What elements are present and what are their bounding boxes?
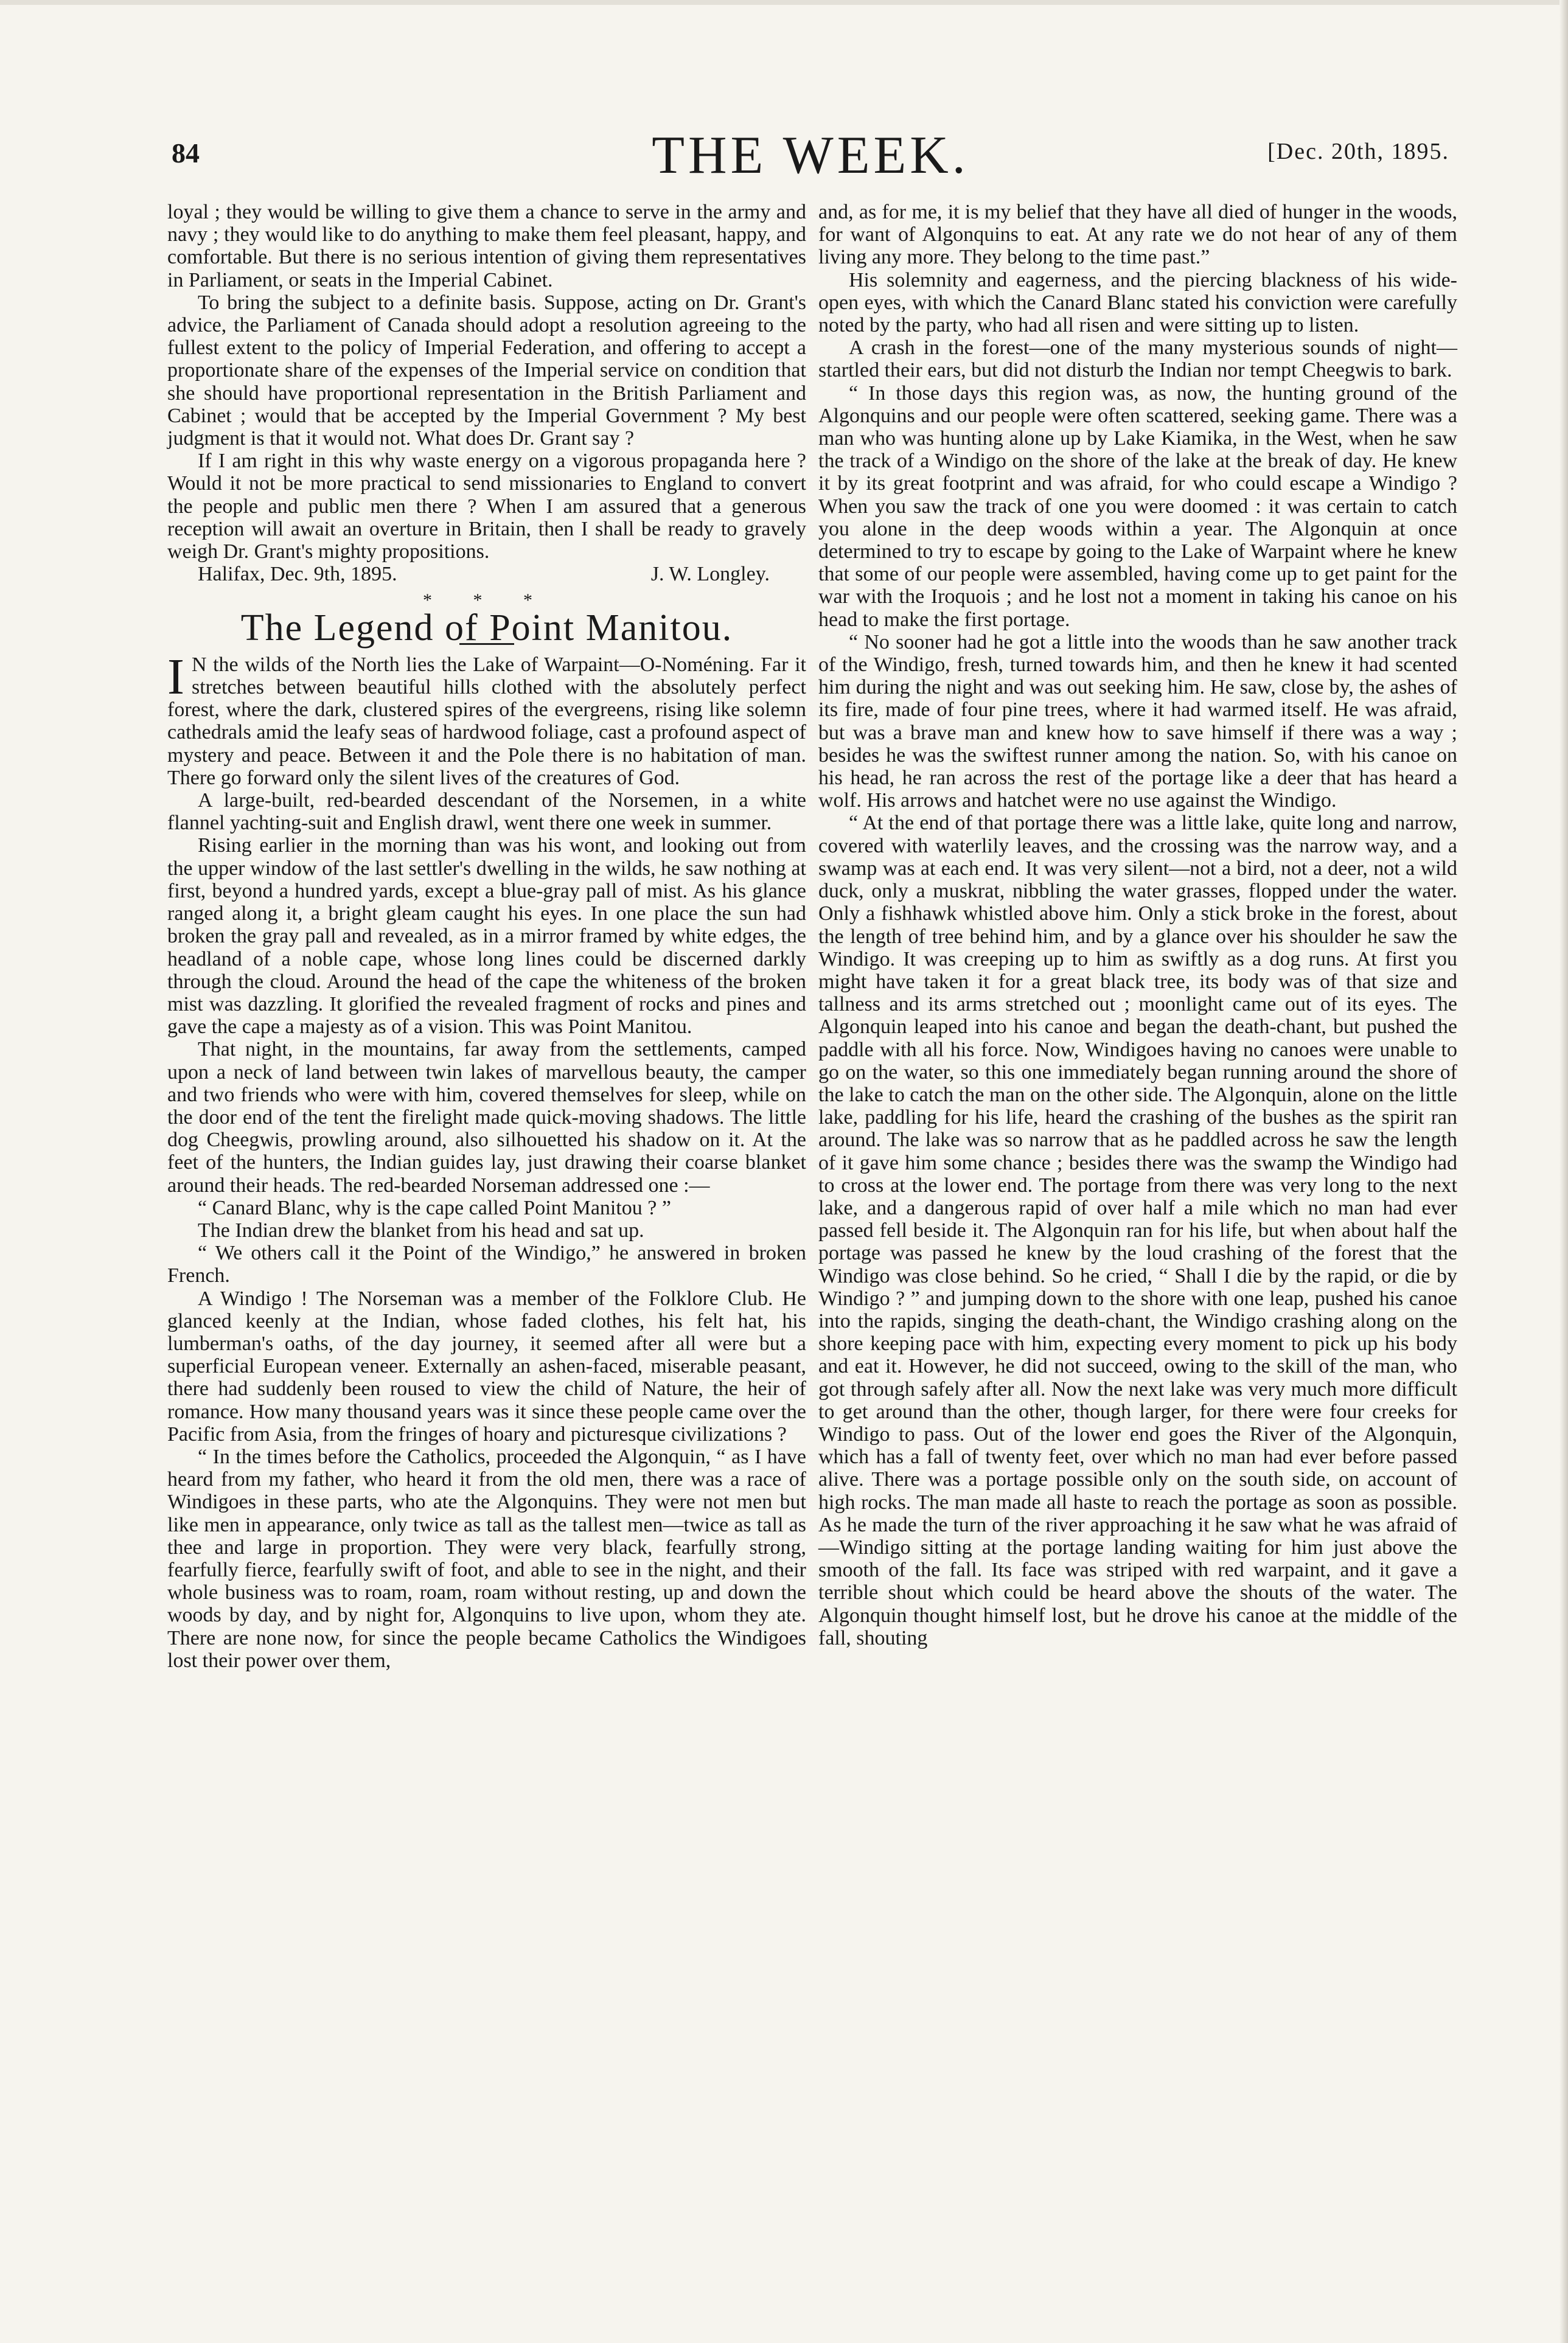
page-number: 84 [172,138,200,169]
signoff-author: J. W. Longley. [650,563,770,586]
legend-paragraph: “ No sooner had he got a little into the woods than he saw another track of the Windigo, fresh, turned towards him, and then he knew it had scented him during the night and was out seeking him. He saw, close by, the ashes of its fire, made of four pine trees, where it had warmed itself. He was afraid, but was a brave man and knew how to save himself if there was a way ; besides he was the swiftest runner among the nation. So, with his canoe on his head, he ran across the rest of the portage like a deer that has heard a wolf. His arrows and hatchet were no use against the Windigo. [818,630,1457,812]
issue-date: [Dec. 20th, 1895. [1267,139,1449,164]
legend-paragraph: “ In those days this region was, as now, the hunting ground of the Algonquins and our people were often scattered, seeking game. There was a man who was hunting alone up by Lake Kiamika, in the West, when he saw the track of a Windigo on the shore of the lake at the break of day. He knew it by its great footprint and was afraid, for who could escape a Windigo ? When you saw the track of one you were doomed : it was certain to catch you alone in the deep woods within a year. The Algonquin at once determined to try to escape by going to the Lake of Warpaint where he knew that some of our people were assembled, having come up to get paint for the war with the Iroquois ; and he lost not a moment in taking his canoe on his head to make the first portage. [818,381,1457,631]
legend-paragraph: His solemnity and eagerness, and the piercing blackness of his wide-open eyes, with which the Canard Blanc stated his conviction were carefully noted by the party, who had all risen and were sitting up to listen. [818,268,1457,337]
legend-paragraph: A Windigo ! The Norseman was a member of the Folklore Club. He glanced keenly at the Indian, whose faded clothes, his felt hat, his lumberman's oaths, of the day journey, it seemed after all were but a superficial European veneer. Externally an ashen-faced, miserable peasant, there had suddenly been roused to view the child of Nature, the heir of romance. How many thousand years was it since these people came over the Pacific from Asia, from the fringes of hoary and picturesque civilizations ? [167,1287,806,1446]
drop-cap: I [167,648,184,705]
newspaper-title: THE WEEK. [652,126,969,185]
section-title: The Legend of Point Manitou. [240,607,733,649]
signoff-place-date: Halifax, Dec. 9th, 1895. [198,563,397,586]
page-top-edge [0,0,1568,5]
first-paragraph-text: N the wilds of the North lies the Lake of Warpaint—O-Noméning. Far it stretches between beautiful hills clothed with the absolutely perfect forest, where the dark, clustered spires of the evergreens, rising like solemn cathedrals amid the leafy seas of hardwood foliage, cast a profound aspect of mystery and peace. Between it and the Pole there is no habitation of man. There go forward only the silent lives of the creatures of God. [167,653,806,789]
legend-paragraph: That night, in the mountains, far away from the settlements, camped upon a neck of land between twin lakes of marvellous beauty, the camper and two friends who were with him, covered themselves for sleep, while on the door end of the tent the firelight made quick-moving shadows. The little dog Cheegwis, prowling around, also silhouetted his shadow on it. At the feet of the hunters, the Indian guides lay, just drawing their coarse blanket around their heads. The red-bearded Norseman addressed one :— [167,1038,806,1197]
right-column [818,201,1457,1649]
legend-paragraph: “ In the times before the Catholics, proceeded the Algonquin, “ as I have heard from my father, who heard it from the old men, there was a race of Windigoes in these parts, who ate the Algonquins. They were not men but like men in appearance, only twice as tall as the tallest men—twice as tall as thee and large in proportion. They were very black, fearfully strong, fearfully fierce, fearfully swift of foot, and able to see in the night, and their whole business was to roam, roam, roam without resting, up and down the woods by day, and by night for, Algonquins to live upon, whom they ate. There are none now, for since the people became Catholics the Windigoes lost their power over them, [167,1445,806,1672]
page-header [172,125,1449,192]
legend-paragraph: A crash in the forest—one of the many mysterious sounds of night—startled their ears, but did not disturb the Indian nor tempt Cheegwis to bark. [818,336,1457,382]
legend-first-paragraph [167,648,806,789]
section-ornament: * * * [423,590,551,611]
legend-paragraph: “ At the end of that portage there was a little lake, quite long and narrow, covered with waterlily leaves, and the crossing was the narrow way, and a swamp was at each end. It was very silent—not a bird, not a deer, not a wild duck, only a muskrat, nibbling the water grasses, flopped under the water. Only a fishhawk whistled above him. Only a stick broke in the forest, about the length of tree behind him, and by a glance over his shoulder he saw the Windigo. It was creeping up to him as swiftly as a dog runs. At first you might have taken it for a great black tree, its body was of that size and tallness and its arms stretched out ; moonlight came out of its eyes. The Algonquin leaped into his canoe and began the death-chant, but pushed the paddle with all his force. Now, Windigoes having no canoes were unable to go on the water, so this one immediately began running around the shore of the lake to catch the man on the other side. The Algonquin, alone on the little lake, paddling for his life, heard the crashing of the bushes as the spirit ran around. The lake was so narrow that as he paddled across he saw the length of it gave him some chance ; besides there was the swamp the Windigo had to cross at the lower end. The portage from there was very long to the next lake, and a dangerous rapid of over half a mile which no man had ever passed fell beside it. The Algonquin ran for his life, but when about half the portage was passed he knew by the loud crashing of the forest that the Windigo was close behind. So he cried, “ Shall I die by the rapid, or die by Windigo ? ” and jumping down to the shore with one leap, pushed his canoe into the rapids, singing the death-chant, the Windigo crashing along on the shore keeping pace with him, expecting every moment to pick up his body and eat it. However, he did not succeed, owing to the skill of the man, who got through safely after all. Now the next lake was very much more difficult to get around than the other, though larger, for there were four creeks for Windigo to pass. Out of the lower end goes the River of the Algonquin, which has a fall of twenty feet, over which no man had ever before passed alive. There was a portage possible only on the south side, on account of high rocks. The man made all haste to reach the portage as soon as possible. As he made the turn of the river approaching it he saw what he was afraid of—Windigo sitting at the portage landing waiting for him just above the smooth of the fall. Its face was striped with red warpaint, and it gave a terrible shout which could be heard above the shouts of the water. The Algonquin thought himself lost, but he drove his canoe at the middle of the fall, shouting [818,812,1457,1649]
legend-paragraph: “ We others call it the Point of the Windigo,” he answered in broken French. [167,1242,806,1287]
left-column [167,201,806,1672]
article-paragraph: If I am right in this why waste energy on a vigorous propaganda here ? Would it not be more practical to send missionaries to England to convert the people and public men there ? When I am assured that a generous reception will await an overture in Britain, then I shall be ready to gravely weigh Dr. Grant's mighty propositions. [167,450,806,563]
legend-paragraph: and, as for me, it is my belief that they have all died of hunger in the woods, for want of Algonquins to eat. At any rate we do not hear of any of them living any more. They belong to the time past.” [818,201,1457,269]
article-paragraph: loyal ; they would be willing to give them a chance to serve in the army and navy ; they would like to do anything to make them feel pleasant, happy, and comfortable. But there is no serious intention of giving them representatives in Parliament, or seats in the Imperial Cabinet. [167,201,806,291]
legend-paragraph: A large-built, red-bearded descendant of the Norsemen, in a white flannel yachting-suit and English drawl, went there one week in summer. [167,789,806,835]
article-paragraph: To bring the subject to a definite basis. Suppose, acting on Dr. Grant's advice, the Parliament of Canada should adopt a resolution agreeing to the fullest extent to the policy of Imperial Federation, and offering to accept a proportionate share of the expenses of the Imperial service on condition that she should have proportional representation in the British Parliament and Cabinet ; would that be accepted by the Imperial Government ? My best judgment is that it would not. What does Dr. Grant say ? [167,291,806,450]
legend-paragraph: Rising earlier in the morning than was his wont, and looking out from the upper window of the last settler's dwelling in the wilds, he saw nothing at first, beyond a hundred yards, except a blue-gray pall of mist. As his glance ranged along it, a bright gleam caught his eyes. In one place the sun had broken the gray pall and revealed, as in a mirror framed by white edges, the headland of a noble cape, whose long lines could be discerned darkly through the cloud. Around the head of the cape the whiteness of the broken mist was dazzling. It glorified the revealed fragment of rocks and pines and gave the cape a majesty as of a vision. This was Point Manitou. [167,834,806,1039]
legend-paragraph: “ Canard Blanc, why is the cape called Point Manitou ? ” [198,1196,671,1219]
legend-paragraph: The Indian drew the blanket from his head and sat up. [198,1219,644,1242]
page-binding-edge [1559,0,1568,2343]
article-signoff [167,563,806,585]
